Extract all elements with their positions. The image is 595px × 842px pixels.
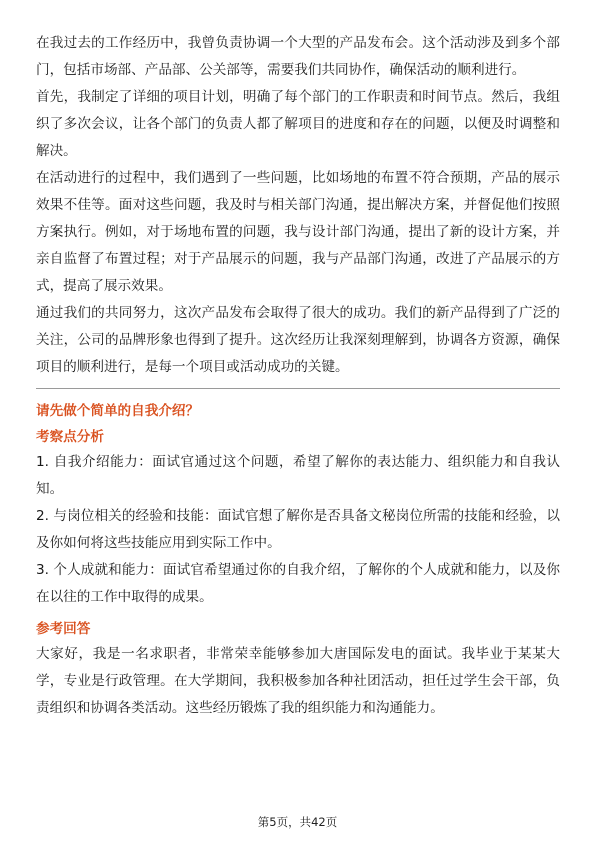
analysis-heading: 考察点分析	[36, 429, 104, 445]
page-footer: 第5页，共42页	[257, 815, 338, 829]
document-page	[36, 30, 560, 722]
analysis-item: 1. 自我介绍能力：面试官通过这个问题，希望了解你的表达能力、组织能力和自我认知。	[36, 454, 560, 497]
question-title: 请先做个简单的自我介绍？	[36, 403, 200, 419]
section-divider	[36, 388, 560, 389]
analysis-item: 2. 与岗位相关的经验和技能：面试官想了解你是否具备文秘岗位所需的技能和经验，以及你如何将这些技能应用到实际工作中。	[36, 508, 560, 551]
analysis-list	[36, 449, 560, 611]
intro-paragraph: 通过我们的共同努力，这次产品发布会取得了很大的成功。我们的新产品得到了广泛的关注，公司的品牌形象也得到了提升。这次经历让我深刻理解到，协调各方资源，确保项目的顺利进行，是每一个项目或活动成功的关键。	[36, 305, 560, 375]
analysis-item: 3. 个人成就和能力：面试官希望通过你的自我介绍，了解你的个人成就和能力，以及你在以往的工作中取得的成果。	[36, 562, 560, 605]
intro-paragraph: 首先，我制定了详细的项目计划，明确了每个部门的工作职责和时间节点。然后，我组织了多次会议，让各个部门的负责人都了解项目的进度和存在的问题，以便及时调整和解决。	[36, 89, 560, 159]
answer-heading: 参考回答	[36, 621, 91, 637]
intro-paragraph: 在我过去的工作经历中，我曾负责协调一个大型的产品发布会。这个活动涉及到多个部门，包括市场部、产品部、公关部等，需要我们共同协作，确保活动的顺利进行。	[36, 35, 560, 78]
intro-paragraph: 在活动进行的过程中，我们遇到了一些问题，比如场地的布置不符合预期，产品的展示效果不佳等。面对这些问题，我及时与相关部门沟通，提出解决方案，并督促他们按照方案执行。例如，对于场地布置的问题，我与设计部门沟通，提出了新的设计方案，并亲自监督了布置过程；对于产品展示的问题，我与产品部门沟通，改进了产品展示的方式，提高了展示效果。	[36, 170, 560, 294]
answer-paragraph: 大家好，我是一名求职者，非常荣幸能够参加大唐国际发电的面试。我毕业于某某大学，专业是行政管理。在大学期间，我积极参加各种社团活动，担任过学生会干部，负责组织和协调各类活动。这些经历锻炼了我的组织能力和沟通能力。	[36, 646, 560, 716]
